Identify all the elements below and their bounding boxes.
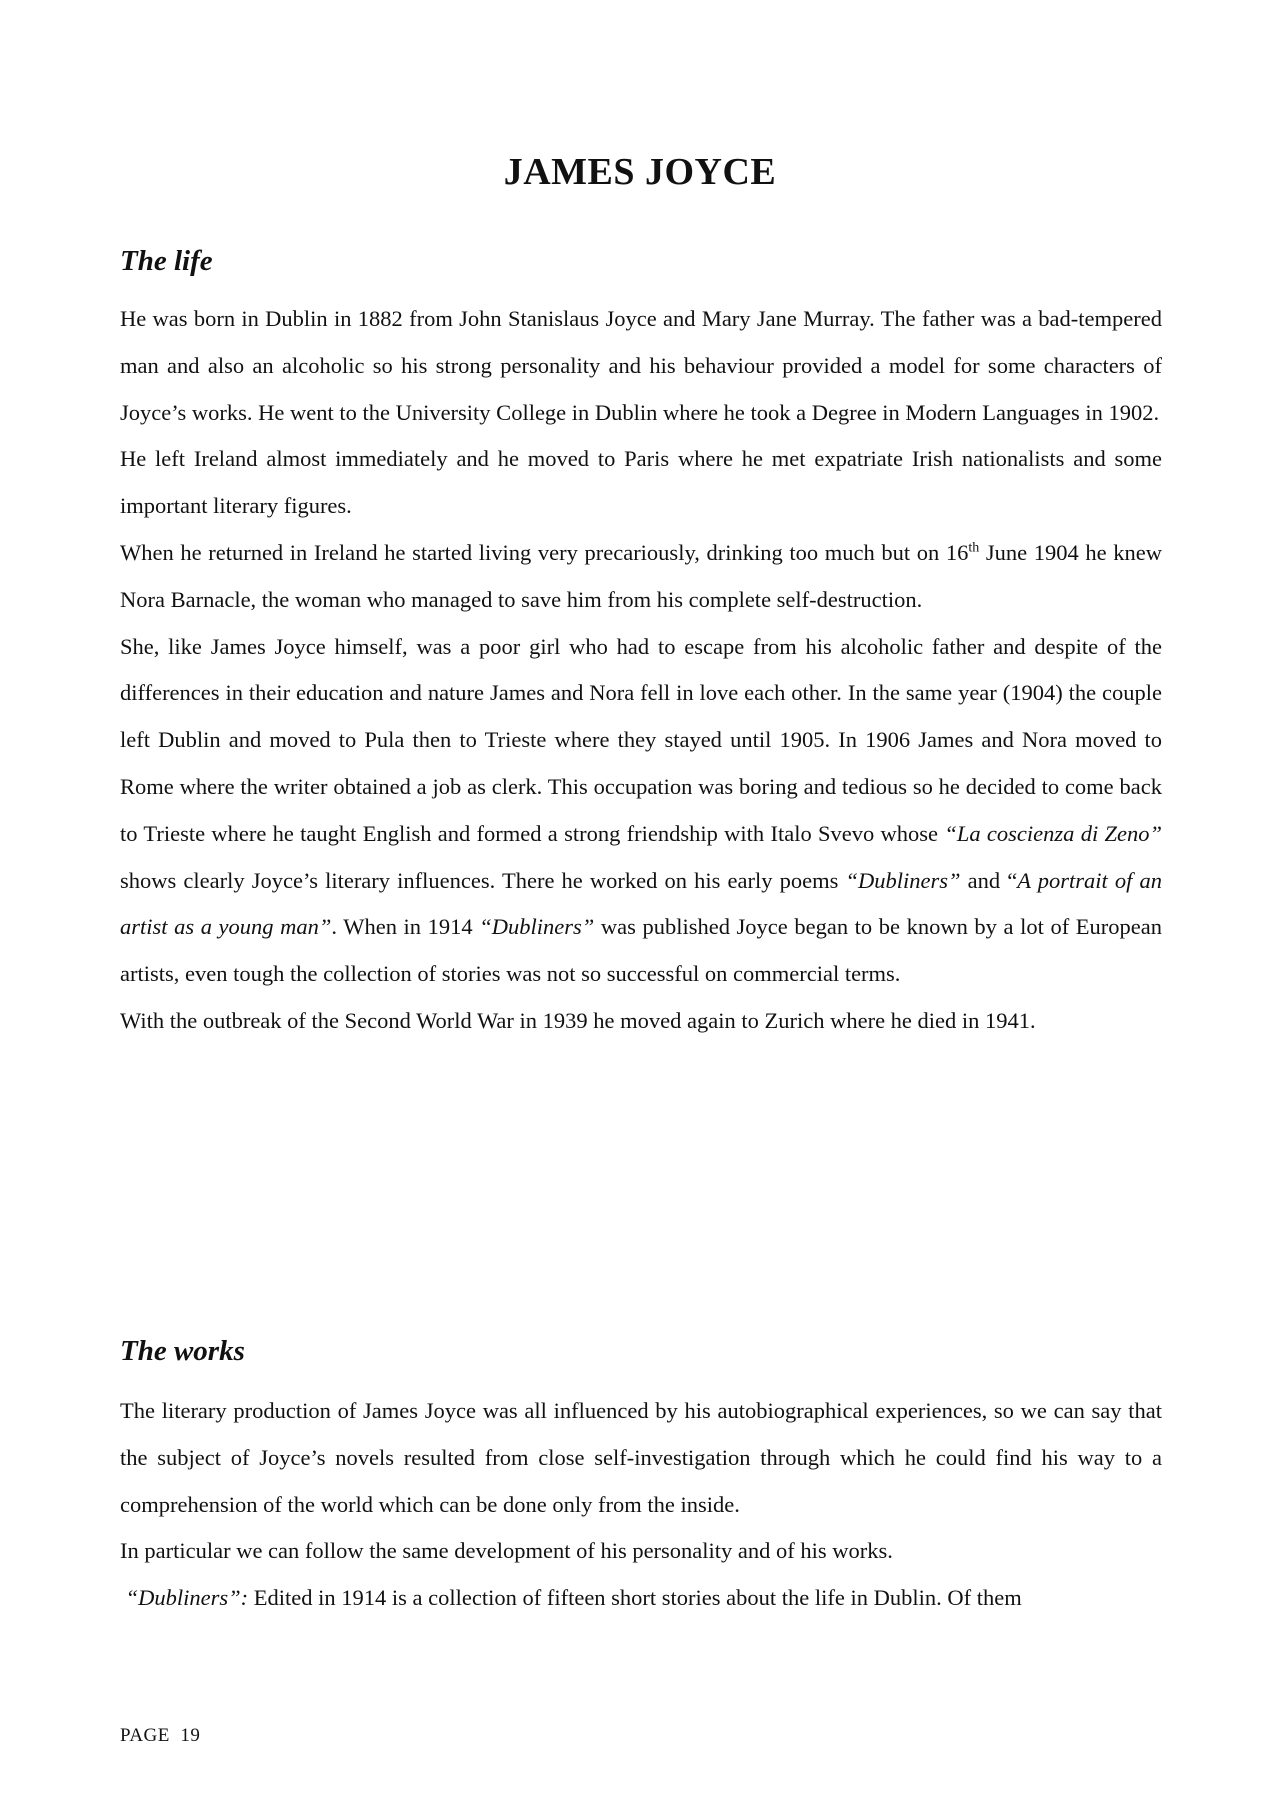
section-heading-life: The life (120, 245, 213, 277)
book-title: “La coscienza di Zeno” (944, 820, 1163, 846)
section-heading-works: The works (120, 1335, 245, 1367)
text-run: was published Joyce began to be known by a lot of European artists, even tough the collection of stories was not so successful on commercial terms. (120, 914, 1162, 987)
text-run: Edited in 1914 is a collection of fifteen short stories about the life in Dublin. Of them (248, 1585, 1022, 1611)
paragraph: He left Ireland almost immediately and he moved to Paris where he met expatriate Irish nationalists and some important literary figures. (120, 446, 1162, 519)
book-title: A portrait of an artist as a young man” (120, 867, 1162, 940)
ordinal-superscript: th (968, 540, 980, 556)
text-run: She, like James Joyce himself, was a poor girl who had to escape from his alcoholic father and despite of the differences in their education and nature James and Nora fell in love each other. In the same year (1904) the couple left Dublin and moved to Pula then to Trieste where they stayed until 1905. In 1906 James and Nora moved to Rome where the writer obtained a job as clerk. This occupation was boring and tedious so he decided to come back to Trieste where he taught English and formed a strong friendship with Italo Svevo whose (120, 633, 1162, 846)
paragraph: With the outbreak of the Second World War in 1939 he moved again to Zurich where he died in 1941. (120, 1007, 1036, 1033)
paragraph (120, 530, 1162, 624)
page-number: PAGE 19 (120, 1725, 201, 1746)
text-run: June 1904 he knew Nora Barnacle, the woman who managed to save him from his complete self-destruction. (120, 539, 1162, 612)
book-title: “Dubliners” (845, 867, 961, 893)
page-title: JAMES JOYCE (503, 151, 777, 193)
text-run: . When in 1914 (331, 914, 480, 940)
paragraph: The literary production of James Joyce was all influenced by his autobiographical experiences, so we can say that the subject of Joyce’s novels resulted from close self-investigation through which he could find his way to a comprehension of the world which can be done only from the inside. (120, 1398, 1162, 1517)
book-title: “Dubliners”: (120, 1585, 249, 1611)
text-run: shows clearly Joyce’s literary influences. There he worked on his early poems (120, 867, 846, 893)
paragraph: In particular we can follow the same development of his personality and of his works. (120, 1538, 893, 1564)
text-run: When he returned in Ireland he started living very precariously, drinking too much but on 16 (120, 539, 969, 565)
paragraph (120, 624, 1162, 998)
text-run: and “ (960, 867, 1018, 893)
book-title: “Dubliners” (479, 914, 595, 940)
section-body-life (120, 296, 1162, 1045)
section-body-works (120, 1388, 1162, 1622)
paragraph (120, 1575, 1162, 1622)
paragraph: He was born in Dublin in 1882 from John Stanislaus Joyce and Mary Jane Murray. The father was a bad-tempered man and also an alcoholic so his strong personality and his behaviour provided a model for some characters of Joyce’s works. He went to the University College in Dublin where he took a Degree in Modern Languages in 1902. (120, 306, 1162, 425)
